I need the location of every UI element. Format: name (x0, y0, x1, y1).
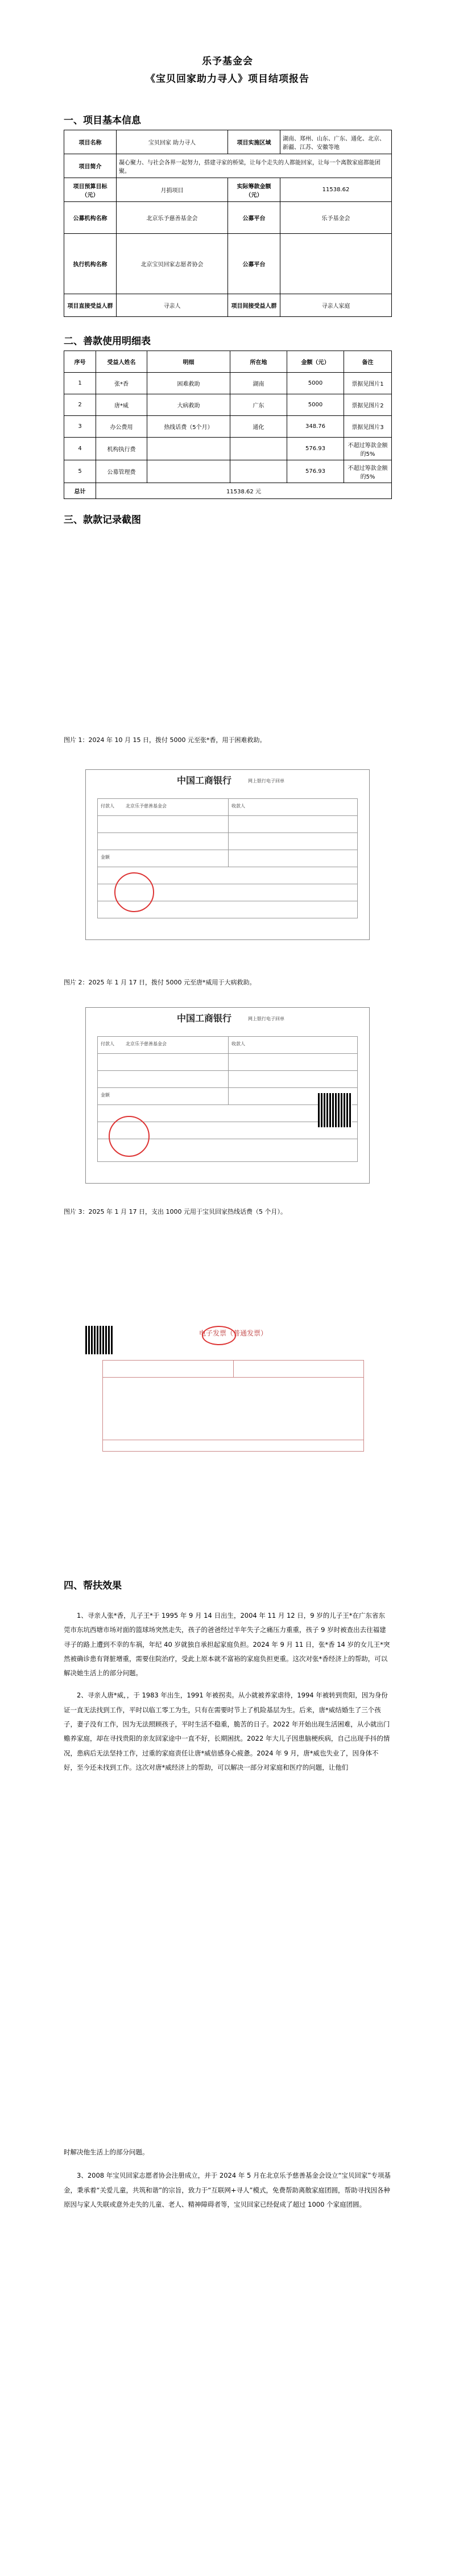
row-no: 4 (64, 438, 96, 460)
section2-heading: 二、善款使用明细表 (64, 336, 151, 347)
row-amount: 5000 (287, 394, 344, 416)
report-title: 《宝贝回家助力寻人》项目结项报告 (146, 73, 309, 85)
row-name: 唐*威 (96, 394, 147, 416)
bank-sub: 网上银行电子回单 (248, 1016, 284, 1021)
platform2-label: 公募平台 (228, 234, 280, 294)
area-value: 湖南、郑州、山东、广东、通化、北京、新疆、江苏、安徽等地 (280, 130, 392, 154)
caption-3: 图片 3：2025 年 1 月 17 日，支出 1000 元用于宝贝回家热线话费（5 个月）。 (64, 1208, 287, 1215)
payer-label: 付款人 (101, 803, 114, 809)
indirect-value: 寻亲人家庭 (280, 294, 392, 317)
table-row (64, 460, 392, 483)
executor-label: 执行机构名称 (64, 234, 117, 294)
row-note: 票据见图片3 (344, 416, 392, 438)
executor-value: 北京宝贝回家志愿者协会 (117, 234, 228, 294)
effect-paragraph-4: 3、2008 年宝贝回家志愿者协会注册成立，并于 2024 年 5 月在北京乐予慈善基金会设立“宝贝回家”专项基金，秉承着“关爱儿童，共筑和谐”的宗旨，致力于“互联网+寻人”模式，免费帮助离散家庭团圆，帮助寻找因各种原因与家人失联或意外走失的儿童、老人、精神障碍者等，宝贝回家已经促成了超过 1000 个家庭团圆。 (64, 2171, 391, 2208)
area-label: 项目实施区域 (228, 130, 280, 154)
row-name: 公募管理费 (96, 460, 147, 483)
row-note: 票据见图片1 (344, 373, 392, 394)
table-row (64, 438, 392, 460)
receipt-image-1 (85, 769, 370, 940)
section1-heading: 一、项目基本信息 (64, 115, 141, 126)
basic-info-table (64, 130, 392, 317)
raised-value: 11538.62 (280, 178, 392, 202)
col-place: 所在地 (230, 351, 287, 373)
caption-2: 图片 2：2025 年 1 月 17 日，拨付 5000 元至唐*威用于大病救助。 (64, 979, 256, 986)
section4-heading: 四、帮扶效果 (64, 1580, 122, 1592)
row-no: 5 (64, 460, 96, 483)
funds-header-row (64, 351, 392, 373)
row-detail (147, 438, 230, 460)
desc-value: 凝心聚力、与社会各界一起努力，搭建寻家的桥梁，让每个走失的人都能回家，让每一个离散家庭都能团聚。 (117, 154, 392, 178)
row-name: 张*香 (96, 373, 147, 394)
total-label: 总计 (64, 483, 96, 499)
amount-label: 金额 (101, 1093, 110, 1098)
payee-label: 收款人 (231, 803, 245, 809)
row-detail: 大病救助 (147, 394, 230, 416)
project-name-label: 项目名称 (64, 130, 117, 154)
bank-name: 中国工商银行 (177, 775, 232, 786)
payee-label: 收款人 (231, 1041, 245, 1046)
row-no: 1 (64, 373, 96, 394)
tax-stamp (202, 1326, 236, 1345)
col-amount: 金额（元） (287, 351, 344, 373)
effect-block-1 (64, 1609, 391, 1775)
row-amount: 5000 (287, 373, 344, 394)
row-detail (147, 460, 230, 483)
invoice-image-3 (85, 1326, 370, 1457)
funds-table (64, 351, 392, 499)
row-name: 办公费用 (96, 416, 147, 438)
table-row (64, 373, 392, 394)
table-row (64, 416, 392, 438)
bank-sub: 网上银行电子回单 (248, 778, 284, 784)
desc-label: 项目简介 (64, 154, 117, 178)
payer-name: 北京乐予慈善基金会 (126, 803, 167, 809)
col-no: 序号 (64, 351, 96, 373)
org-title: 乐予基金会 (202, 56, 253, 67)
amount-label: 金额 (101, 855, 110, 860)
bank-name: 中国工商银行 (177, 1013, 232, 1024)
raised-label: 实际筹款金额（元） (228, 178, 280, 202)
table-row (64, 394, 392, 416)
row-note: 不超过筹款金额的5% (344, 460, 392, 483)
payer-label: 付款人 (101, 1041, 114, 1046)
bank-stamp (114, 872, 154, 912)
publisher-value: 北京乐予慈善基金会 (117, 202, 228, 234)
row-amount: 348.76 (287, 416, 344, 438)
row-place: 广东 (230, 394, 287, 416)
row-amount: 576.93 (287, 460, 344, 483)
platform1-label: 公募平台 (228, 202, 280, 234)
project-name-value: 宝贝回家 助力寻人 (117, 130, 228, 154)
row-note: 票据见图片2 (344, 394, 392, 416)
row-no: 2 (64, 394, 96, 416)
total-value: 11538.62 元 (96, 483, 392, 499)
bank-stamp (109, 1116, 150, 1157)
effect-paragraph-2: 2、寻亲人唐*威，，于 1983 年出生，1991 年被拐卖。从小就被养家虐待，1994 年被转到贵阳，因为身份证一直无法找到工作，平时以临工零工为生，只有在需要时节上了机险基层为生。后来，唐*威结婚生了三个孩子，妻子没有工作，因为无法照顾孩子，平时生活不稳重，脆苦的日子。2022 年开始出现生活困难，从小就出门赡养家庭，却在寻找贵阳的亲友回家途中一直不好，长期困扰。2022 年大儿子因患脑梗疾病，自己出现手抖的情况，患病后无法坚持工作，过重的家庭责任让唐*威倍感身心疲惫。2024 年 9 月，唐*威也失业了，因身体不好，至今还未找到工作。这次对唐*威经济上的帮助，可以解决一部分对家庭和医疗的问题，让他们 (64, 1691, 390, 1771)
payer-name: 北京乐予慈善基金会 (126, 1041, 167, 1046)
caption-1: 图片 1：2024 年 10 月 15 日，拨付 5000 元至张*香，用于困难救助。 (64, 736, 266, 744)
platform1-value: 乐予基金会 (280, 202, 392, 234)
receipt-image-2 (85, 1007, 370, 1184)
row-detail: 困难救助 (147, 373, 230, 394)
benef-value: 寻亲人 (117, 294, 228, 317)
col-detail: 明细 (147, 351, 230, 373)
row-place (230, 460, 287, 483)
qr-code-icon (318, 1093, 352, 1127)
effect-paragraph-1: 1、寻亲人张*香，儿子王*于 1995 年 9 月 14 日出生，2004 年 11 月 12 日，9 岁的儿子王*在广东省东莞市东坑西塘市场对面的篮球场突然走失，孩子的爸爸经过半年失子之痛压力重重，孩子 9 岁时被查出去往福建寻子的路上遭到不幸的车祸，年纪 40 岁就独自承担起家庭负担。2024 年 9 月 11 日，张*香 14 岁的女儿王*突然被确诊患有肾脏增重，需要住院治疗，受此上原本就不富裕的家庭负担更重。这次对张*香经济上的帮助，可以解决她生活上的部分问题。 (64, 1611, 390, 1678)
platform2-value (280, 234, 392, 294)
row-place: 通化 (230, 416, 287, 438)
row-detail: 热线话费（5个月） (147, 416, 230, 438)
col-name: 受益人姓名 (96, 351, 147, 373)
section3-heading: 三、款款记录截图 (64, 514, 141, 526)
total-row (64, 483, 392, 499)
budget-label: 项目预算目标（元） (64, 178, 117, 202)
benef-label: 项目直接受益人群 (64, 294, 117, 317)
indirect-label: 项目间接受益人群 (228, 294, 280, 317)
col-note: 备注 (344, 351, 392, 373)
invoice-title: 电子发票（普通发票） (199, 1329, 268, 1337)
row-no: 3 (64, 416, 96, 438)
row-place (230, 438, 287, 460)
row-name: 机构执行费 (96, 438, 147, 460)
effect-block-2 (64, 2145, 391, 2212)
effect-paragraph-3: 时解决他生活上的部分问题。 (64, 2148, 149, 2156)
row-amount: 576.93 (287, 438, 344, 460)
qr-code-icon (85, 1326, 114, 1354)
row-note: 不超过筹款金额的5% (344, 438, 392, 460)
row-place: 湖南 (230, 373, 287, 394)
budget-value: 月捐项目 (117, 178, 228, 202)
publisher-label: 公募机构名称 (64, 202, 117, 234)
